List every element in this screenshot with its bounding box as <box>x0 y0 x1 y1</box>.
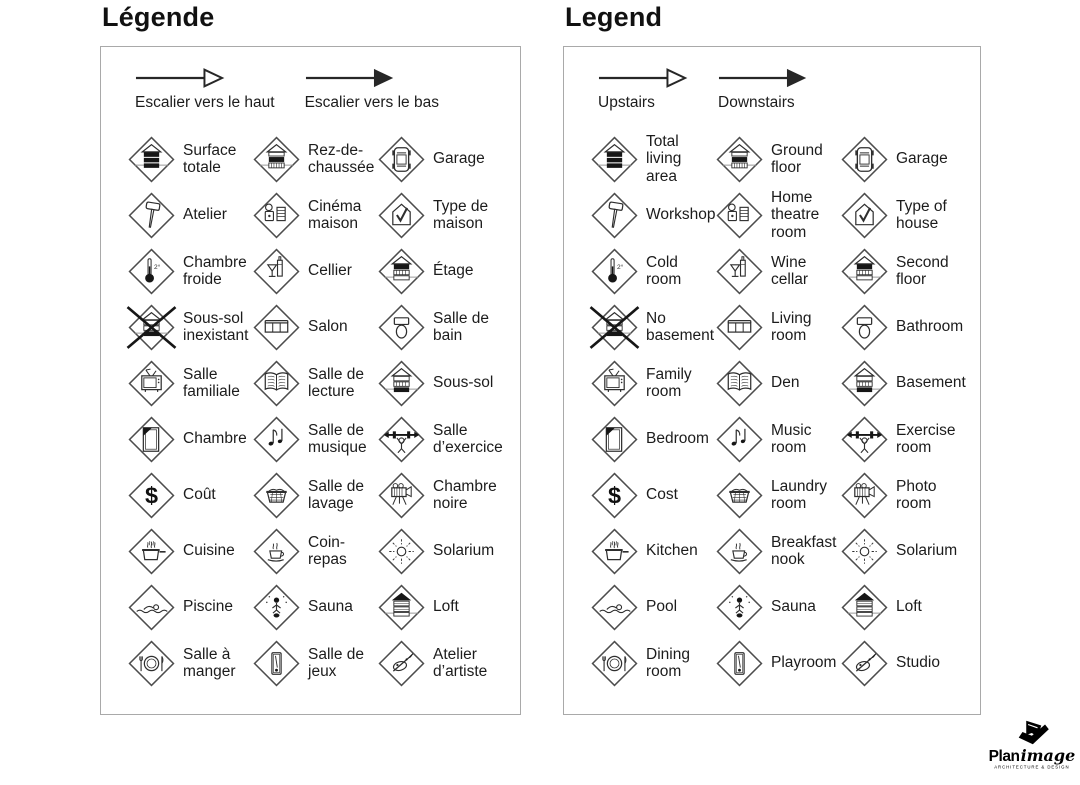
legend-item-label: Loft <box>433 598 459 616</box>
legend-item <box>252 187 377 243</box>
sauna-icon <box>715 583 764 632</box>
legend-item <box>715 467 840 523</box>
legend-item-label: Solarium <box>433 542 495 560</box>
legend-item <box>715 131 840 187</box>
no-basement-icon <box>590 303 639 352</box>
legend-item-label: Garage <box>896 150 948 168</box>
playroom-icon <box>252 639 301 688</box>
loft-icon <box>377 583 426 632</box>
ground-floor-icon <box>715 135 764 184</box>
legend-item <box>590 411 715 467</box>
living-room-icon <box>252 303 301 352</box>
legend-item <box>715 635 840 691</box>
living-room-icon <box>715 303 764 352</box>
legend-item-label: Sauna <box>308 598 353 616</box>
legend-item <box>377 411 514 467</box>
legend-item-label: Living room <box>771 309 812 344</box>
den-icon <box>252 359 301 408</box>
legend-item <box>840 243 974 299</box>
legend-item <box>715 187 840 243</box>
legend-item-label: Étage <box>433 262 474 280</box>
total-area-icon <box>590 135 639 184</box>
legend-item-label: Wine cellar <box>771 253 809 288</box>
legend-item-label: Family room <box>646 365 692 400</box>
legend-item-label: Sous-sol inexistant <box>183 309 249 344</box>
legend-item <box>127 411 252 467</box>
stair-arrow <box>598 67 688 112</box>
legend-item-label: Salle familiale <box>183 365 240 400</box>
stair-arrow-label: Escalier vers le bas <box>304 94 439 111</box>
cold-room-icon <box>590 247 639 296</box>
playroom-icon <box>715 639 764 688</box>
pool-icon <box>590 583 639 632</box>
studio-icon <box>377 639 426 688</box>
legend-item <box>715 411 840 467</box>
legend-item <box>840 523 974 579</box>
legend-item-label: Salle d’exercice <box>433 421 503 456</box>
legend-item <box>252 635 377 691</box>
bathroom-icon <box>840 303 889 352</box>
legend-item-label: Type of house <box>896 197 947 232</box>
legend-item <box>252 523 377 579</box>
legend-item <box>252 579 377 635</box>
legend-item-label: Workshop <box>646 206 716 224</box>
dining-room-icon <box>590 639 639 688</box>
home-theatre-icon <box>715 191 764 240</box>
legend-item <box>590 579 715 635</box>
legend-item <box>252 299 377 355</box>
legend-item-label: Cold room <box>646 253 682 288</box>
legend-item-label: Second floor <box>896 253 949 288</box>
legend-item-label: Photo room <box>896 477 937 512</box>
legend-item <box>715 355 840 411</box>
legend-item <box>840 131 974 187</box>
legend-item <box>840 635 974 691</box>
den-icon <box>715 359 764 408</box>
legend-item-label: Music room <box>771 421 812 456</box>
legend-item-label: Garage <box>433 150 485 168</box>
home-theatre-icon <box>252 191 301 240</box>
stair-arrow <box>305 67 439 112</box>
breakfast-nook-icon <box>252 527 301 576</box>
stair-arrow <box>718 67 808 112</box>
pool-icon <box>127 583 176 632</box>
wine-cellar-icon <box>252 247 301 296</box>
legend-item-label: Salle de bain <box>433 309 490 344</box>
legend-item <box>127 243 252 299</box>
legend-item <box>715 243 840 299</box>
legend-item <box>127 523 252 579</box>
legend-item <box>840 187 974 243</box>
legend-item-label: Sous-sol <box>433 374 494 392</box>
legend-item-label: Dining room <box>646 645 690 680</box>
legend-item <box>252 411 377 467</box>
exercise-room-icon <box>840 415 889 464</box>
panel-box-english <box>563 46 981 715</box>
legend-item-label: Kitchen <box>646 542 698 560</box>
legend-item <box>840 299 974 355</box>
logo-tagline: ARCHITECTURE & DESIGN <box>994 764 1070 770</box>
sauna-icon <box>252 583 301 632</box>
bedroom-icon <box>127 415 176 464</box>
type-of-house-icon <box>840 191 889 240</box>
legend-item-label: Salle de lavage <box>308 477 365 512</box>
legend-item-label: Pool <box>646 598 678 616</box>
workshop-icon <box>590 191 639 240</box>
legend-item-label: Basement <box>896 374 966 392</box>
garage-icon <box>840 135 889 184</box>
legend-item <box>590 187 715 243</box>
legend-item-label: Coin-repas <box>308 533 347 568</box>
panel-box-french <box>100 46 521 715</box>
legend-item <box>590 355 715 411</box>
laundry-room-icon <box>252 471 301 520</box>
legend-item-label: Rez-de-chaussée <box>308 141 375 176</box>
legend-item-label: Loft <box>896 598 922 616</box>
stair-arrow-icon <box>305 67 395 89</box>
wine-cellar-icon <box>715 247 764 296</box>
legend-item <box>590 299 715 355</box>
legend-item <box>127 467 252 523</box>
logo-brand-image: image <box>1020 746 1076 766</box>
planimage-logo-mark-icon <box>983 718 1077 778</box>
legend-item-label: Salle de musique <box>308 421 367 456</box>
legend-item-label: Cellier <box>308 262 352 280</box>
legend-item <box>377 355 514 411</box>
stair-arrow-icon <box>135 67 225 89</box>
legend-item-label: Salon <box>308 318 348 336</box>
second-floor-icon <box>840 247 889 296</box>
music-room-icon <box>252 415 301 464</box>
legend-item-label: Laundry room <box>771 477 828 512</box>
legend-item-label: Total living area <box>646 132 682 185</box>
legend-item <box>127 579 252 635</box>
legend-item <box>127 299 252 355</box>
music-room-icon <box>715 415 764 464</box>
legend-item <box>377 579 514 635</box>
legend-item <box>377 131 514 187</box>
family-room-icon <box>127 359 176 408</box>
legend-item-label: Den <box>771 374 800 392</box>
legend-grid <box>590 131 974 691</box>
legend-item-label: Cinéma maison <box>308 197 362 232</box>
planimage-logo <box>983 718 1077 778</box>
kitchen-icon <box>590 527 639 576</box>
legend-item-label: Salle de jeux <box>308 645 365 680</box>
legend-item <box>127 187 252 243</box>
laundry-room-icon <box>715 471 764 520</box>
legend-item <box>252 131 377 187</box>
legend-item-label: Cost <box>646 486 678 504</box>
legend-item-label: Chambre froide <box>183 253 247 288</box>
photo-room-icon <box>840 471 889 520</box>
exercise-room-icon <box>377 415 426 464</box>
legend-item <box>715 299 840 355</box>
basement-icon <box>377 359 426 408</box>
legend-item-label: Playroom <box>771 654 837 672</box>
legend-grid <box>127 131 514 691</box>
cost-icon <box>127 471 176 520</box>
stair-arrow <box>135 67 275 112</box>
no-basement-icon <box>127 303 176 352</box>
legend-item <box>377 243 514 299</box>
legend-item <box>590 243 715 299</box>
legend-item-label: Studio <box>896 654 940 672</box>
legend-item-label: Salle de lecture <box>308 365 365 400</box>
photo-room-icon <box>377 471 426 520</box>
legend-item <box>590 523 715 579</box>
panel-title-english: Legend <box>565 2 663 32</box>
logo-brand-plan: Plan <box>988 748 1020 766</box>
legend-item <box>127 635 252 691</box>
legend-item-label: No basement <box>646 309 715 344</box>
legend-item <box>252 467 377 523</box>
legend-item <box>127 131 252 187</box>
legend-item-label: Chambre <box>183 430 247 448</box>
solarium-icon <box>840 527 889 576</box>
legend-panel-english <box>563 2 981 715</box>
legend-item <box>252 243 377 299</box>
legend-item <box>377 299 514 355</box>
legend-item <box>715 523 840 579</box>
dining-room-icon <box>127 639 176 688</box>
legend-item-label: Chambre noire <box>433 477 497 512</box>
solarium-icon <box>377 527 426 576</box>
legend-item-label: Ground floor <box>771 141 823 176</box>
legend-item-label: Exercise room <box>896 421 956 456</box>
stair-arrow-label: Escalier vers le haut <box>135 94 275 111</box>
total-area-icon <box>127 135 176 184</box>
legend-item <box>840 355 974 411</box>
bedroom-icon <box>590 415 639 464</box>
breakfast-nook-icon <box>715 527 764 576</box>
legend-item <box>840 579 974 635</box>
legend-item <box>377 187 514 243</box>
legend-item-label: Bedroom <box>646 430 709 448</box>
workshop-icon <box>127 191 176 240</box>
legend-item-label: Solarium <box>896 542 958 560</box>
panel-title-french: Légende <box>102 2 215 32</box>
legend-item-label: Type de maison <box>433 197 489 232</box>
arrows-row <box>590 67 974 129</box>
legend-item <box>590 131 715 187</box>
legend-item <box>377 635 514 691</box>
legend-panel-french <box>100 2 521 715</box>
legend-item <box>840 467 974 523</box>
legend-item-label: Surface totale <box>183 141 237 176</box>
legend-item-label: Sauna <box>771 598 816 616</box>
legend-item-label: Piscine <box>183 598 233 616</box>
legend-item-label: Cuisine <box>183 542 235 560</box>
cold-room-icon <box>127 247 176 296</box>
legend-item <box>377 523 514 579</box>
family-room-icon <box>590 359 639 408</box>
legend-item-label: Salle à manger <box>183 645 236 680</box>
legend-item-label: Atelier d’artiste <box>433 645 488 680</box>
stair-arrow-icon <box>598 67 688 89</box>
stair-arrow-label: Downstairs <box>718 94 795 111</box>
legend-item <box>590 635 715 691</box>
type-of-house-icon <box>377 191 426 240</box>
arrows-row <box>127 67 514 129</box>
legend-item <box>840 411 974 467</box>
second-floor-icon <box>377 247 426 296</box>
legend-item-label: Coût <box>183 486 216 504</box>
bathroom-icon <box>377 303 426 352</box>
legend-item <box>715 579 840 635</box>
basement-icon <box>840 359 889 408</box>
legend-item-label: Breakfast nook <box>771 533 837 568</box>
cost-icon <box>590 471 639 520</box>
stair-arrow-label: Upstairs <box>598 94 655 111</box>
legend-item-label: Bathroom <box>896 318 964 336</box>
legend-item <box>127 355 252 411</box>
kitchen-icon <box>127 527 176 576</box>
legend-item <box>377 467 514 523</box>
legend-item-label: Home theatre room <box>771 188 820 241</box>
legend-item <box>252 355 377 411</box>
loft-icon <box>840 583 889 632</box>
studio-icon <box>840 639 889 688</box>
legend-item <box>590 467 715 523</box>
garage-icon <box>377 135 426 184</box>
legend-item-label: Atelier <box>183 206 227 224</box>
stair-arrow-icon <box>718 67 808 89</box>
ground-floor-icon <box>252 135 301 184</box>
